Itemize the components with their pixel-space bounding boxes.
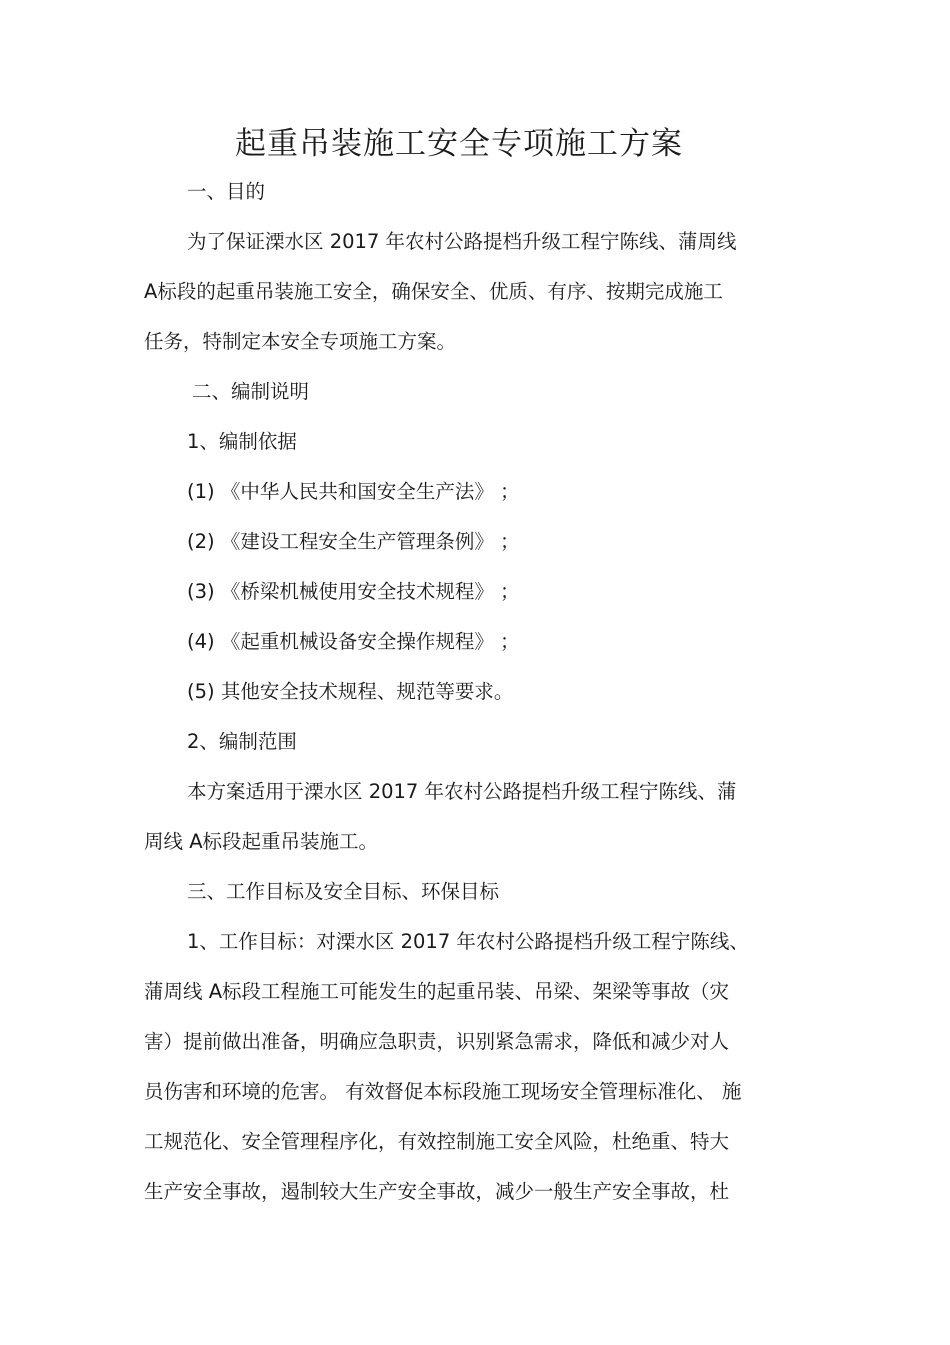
list-item: (3) 《桥梁机械使用安全技术规程》 ； [187,580,520,603]
paragraph-line: 任务，特制定本安全专项施工方案。 [144,330,457,353]
subheading-basis: 1、编制依据 [187,430,297,453]
document-title: 起重吊装施工安全专项施工方案 [235,126,683,162]
paragraph-line: A标段的起重吊装施工安全，确保安全、优质、有序、按期完成施工 [144,280,723,303]
paragraph-line: 工规范化、安全管理程序化，有效控制施工安全风险，杜绝重、特大 [144,1130,730,1153]
heading-targets: 三、工作目标及安全目标、环保目标 [187,880,500,903]
paragraph-line: 本方案适用于溧水区 2017 年农村公路提档升级工程宁陈线、蒲 [187,780,737,803]
list-item: (4) 《起重机械设备安全操作规程》 ； [187,630,520,653]
paragraph-line: 周线 A标段起重吊装施工。 [144,830,379,853]
list-item: (1) 《中华人民共和国安全生产法》 ； [187,480,520,503]
paragraph-line: 蒲周线 A标段工程施工可能发生的起重吊装、吊梁、架梁等事故（灾 [144,980,730,1003]
heading-purpose: 一、目的 [187,180,266,203]
heading-compilation-notes: 二、编制说明 [192,380,310,403]
list-item: (2) 《建设工程安全生产管理条例》 ； [187,530,520,553]
paragraph-line: 1、工作目标：对溧水区 2017 年农村公路提档升级工程宁陈线、 [187,930,749,953]
subheading-scope: 2、编制范围 [187,730,297,753]
paragraph-line: 害）提前做出准备，明确应急职责，识别紧急需求，降低和减少对人 [144,1030,730,1053]
list-item: (5) 其他安全技术规程、规范等要求。 [187,680,514,703]
paragraph-line: 为了保证溧水区 2017 年农村公路提档升级工程宁陈线、蒲周线 [187,230,737,253]
paragraph-line: 生产安全事故，遏制较大生产安全事故，减少一般生产安全事故，杜 [144,1180,730,1203]
paragraph-line: 员伤害和环境的危害。 有效督促本标段施工现场安全管理标准化、 施 [144,1080,742,1103]
